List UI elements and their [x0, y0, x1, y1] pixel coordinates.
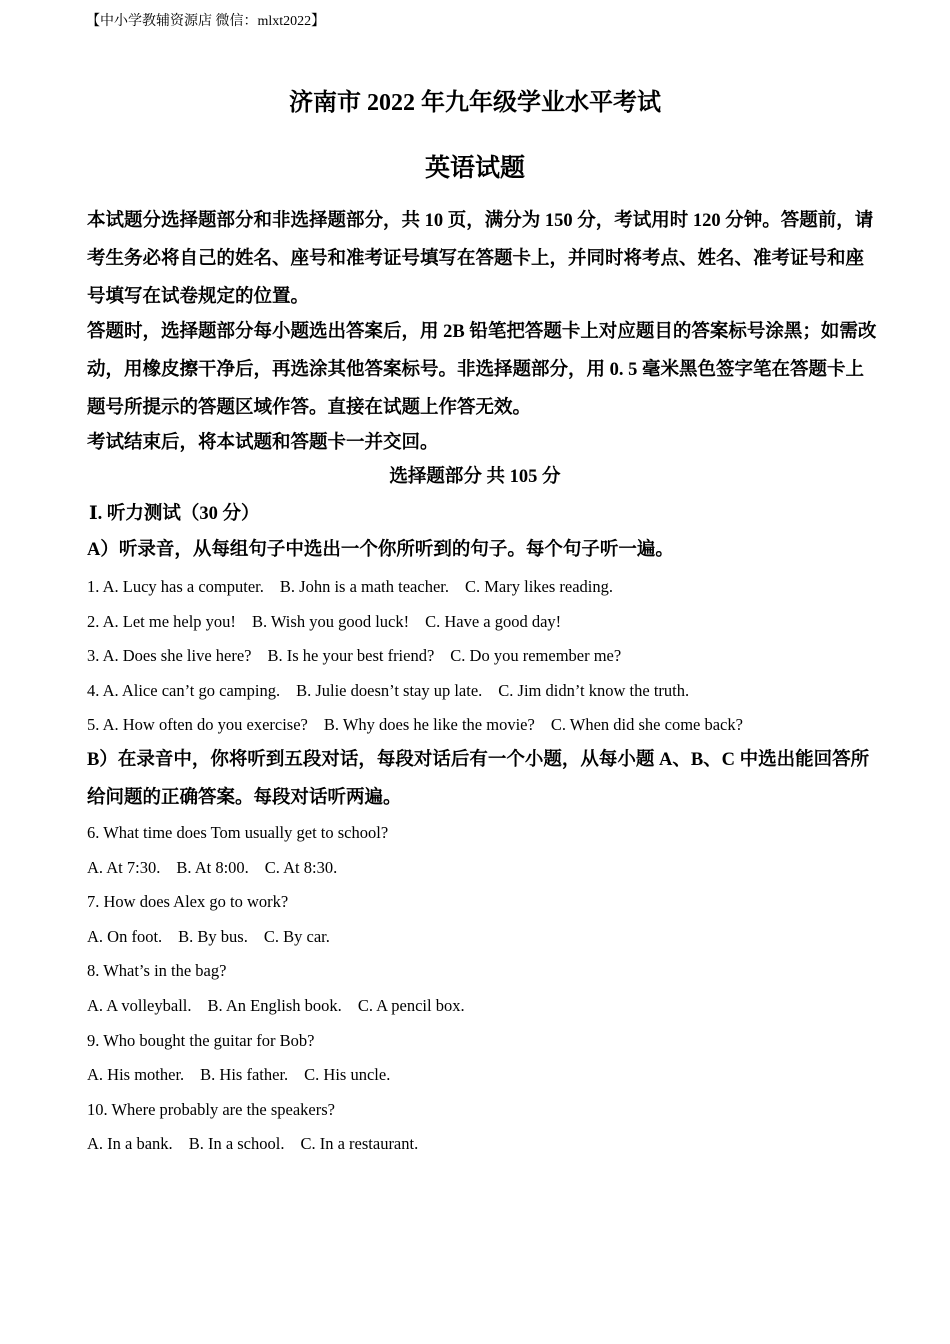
exam-subtitle: 英语试题 — [424, 155, 525, 182]
option-b: B. Is he your best friend? — [267, 646, 435, 665]
section-choice-heading: 选择题部分 共 105 分 — [389, 467, 561, 487]
option-c: C. Do you remember me? — [450, 646, 622, 665]
option-b: B. Why does he like the movie? — [323, 715, 535, 734]
question-9-text: 9. Who bought the guitar for Bob? — [87, 1031, 315, 1050]
option-c: C. Have a good day! — [425, 612, 562, 631]
notice-paragraph-3: 考试结束后，将本试题和答题卡一并交回。 — [87, 433, 439, 453]
question-5 — [87, 713, 743, 737]
question-10-text: 10. Where probably are the speakers? — [87, 1100, 335, 1119]
option-c: C. When did she come back? — [550, 715, 743, 734]
option-b: B. An English book. — [207, 996, 342, 1015]
option-c: C. A pencil box. — [357, 996, 465, 1015]
exam-title: 济南市 2022 年九年级学业水平考试 — [289, 90, 661, 116]
option-b: B. John is a math teacher. — [279, 577, 449, 596]
option-a: A. On foot. — [87, 927, 163, 946]
question-8-text: 8. What’s in the bag? — [87, 961, 227, 980]
question-8-options — [87, 994, 465, 1018]
question-1 — [87, 575, 613, 599]
question-2 — [87, 610, 561, 634]
option-b: B. By bus. — [178, 927, 248, 946]
option-b: B. Julie doesn’t stay up late. — [296, 681, 483, 700]
option-c: C. Mary likes reading. — [464, 577, 613, 596]
question-7-options — [87, 925, 330, 949]
option-c: C. By car. — [263, 927, 330, 946]
option-a: 5. A. How often do you exercise? — [87, 715, 308, 734]
option-a: A. In a bank. — [87, 1134, 173, 1153]
part-b-instruction: B）在录音中，你将听到五段对话，每段对话后有一个小题，从每小题 A、B、C 中选出能回答所给问题的正确答案。每段对话听两遍。 — [87, 750, 870, 808]
option-b: B. His father. — [200, 1065, 289, 1084]
question-10-options — [87, 1132, 418, 1156]
notice-paragraph-2: 答题时，选择题部分每小题选出答案后，用 2B 铅笔把答题卡上对应题目的答案标号涂黑；如需改动，用橡皮擦干净后，再选涂其他答案标号。非选择题部分，用 0. 5 毫米黑色签字笔在答题卡上题号所提示的答题区域作答。直接在试题上作答无效。 — [87, 322, 877, 418]
question-6-text: 6. What time does Tom usually get to school? — [87, 823, 389, 842]
option-b: B. Wish you good luck! — [251, 612, 410, 631]
option-c: C. At 8:30. — [264, 858, 338, 877]
question-3 — [87, 644, 621, 668]
option-c: C. In a restaurant. — [300, 1134, 419, 1153]
option-a: A. At 7:30. — [87, 858, 161, 877]
option-c: C. Jim didn’t know the truth. — [498, 681, 690, 700]
question-7-text: 7. How does Alex go to work? — [87, 892, 289, 911]
option-b: B. In a school. — [188, 1134, 285, 1153]
option-a: A. A volleyball. — [87, 996, 192, 1015]
option-a: 1. A. Lucy has a computer. — [87, 577, 264, 596]
question-9-options — [87, 1063, 390, 1087]
question-4 — [87, 679, 689, 703]
part-a-instruction: A）听录音，从每组句子中选出一个你所听到的句子。每个句子听一遍。 — [87, 540, 674, 560]
option-b: B. At 8:00. — [176, 858, 249, 877]
option-a: 4. A. Alice can’t go camping. — [87, 681, 281, 700]
option-a: A. His mother. — [87, 1065, 185, 1084]
header-note: 【中小学教辅资源店 微信：mlxt2022】 — [86, 14, 326, 29]
notice-paragraph-1: 本试题分选择题部分和非选择题部分，共 10 页，满分为 150 分，考试用时 120 分钟。答题前，请考生务必将自己的姓名、座号和准考证号填写在答题卡上，并同时将考点、姓名、准考证号和座号填写在试卷规定的位置。 — [87, 211, 874, 307]
option-a: 3. A. Does she live here? — [87, 646, 252, 665]
option-a: 2. A. Let me help you! — [87, 612, 236, 631]
option-c: C. His uncle. — [304, 1065, 391, 1084]
section-listening-heading: Ⅰ. 听力测试（30 分） — [89, 504, 260, 524]
question-6-options — [87, 856, 337, 880]
